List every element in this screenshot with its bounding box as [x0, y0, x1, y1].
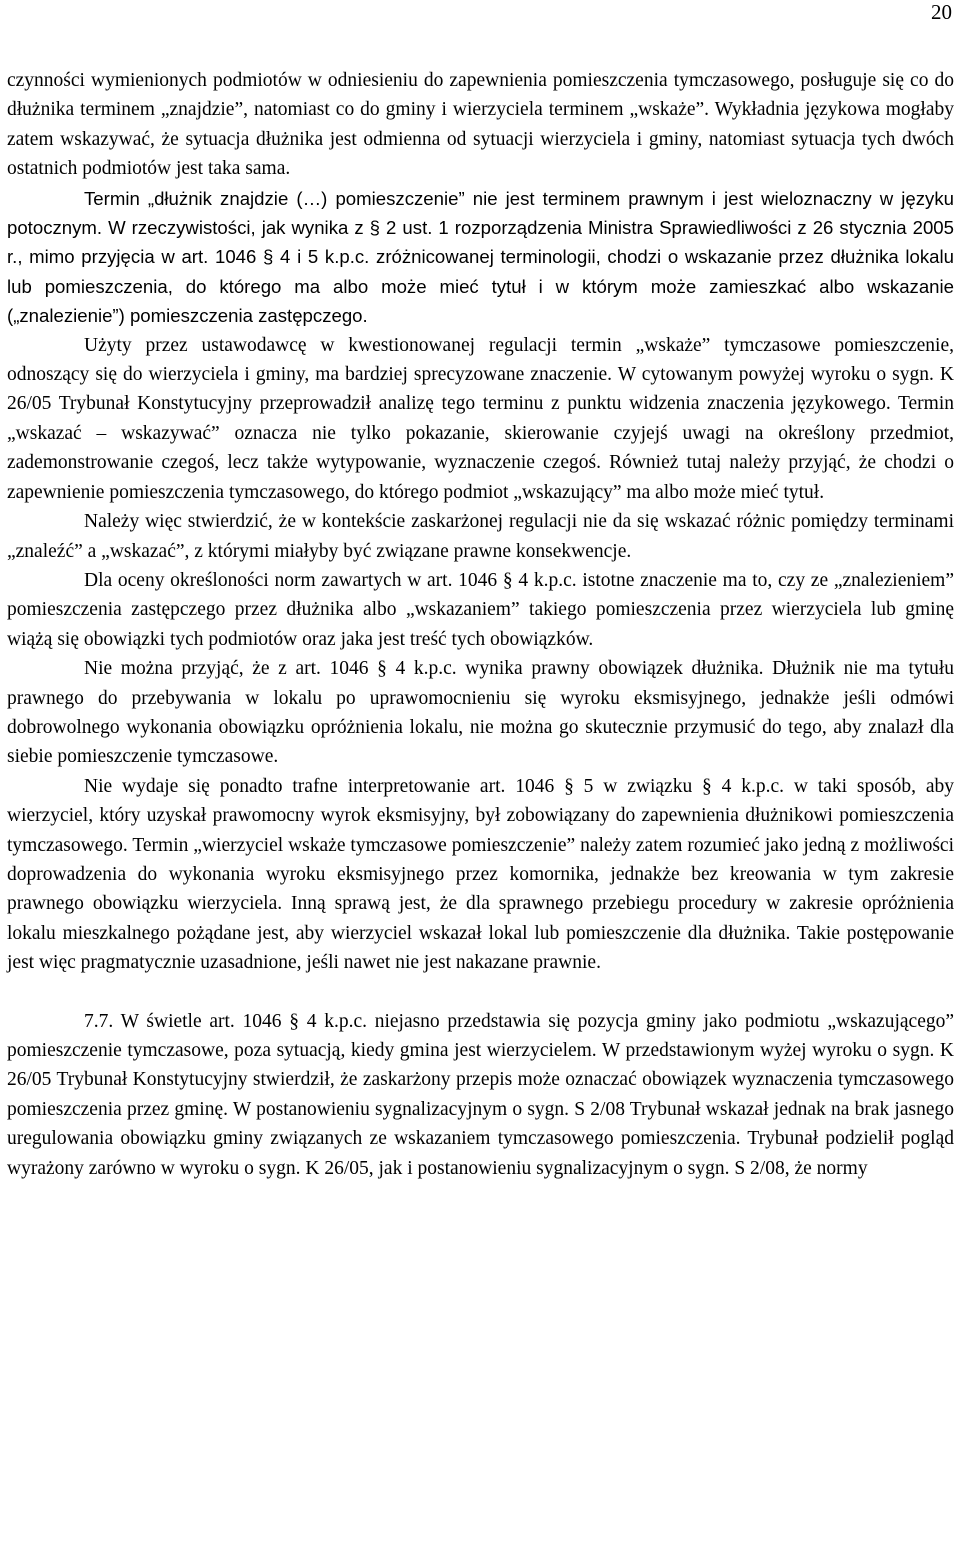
document-body: [7, 66, 954, 1183]
paragraph-section-7-7: 7.7. W świetle art. 1046 § 4 k.p.c. niejasno przedstawia się pozycja gminy jako podmiotu „wskazującego” pomieszczenie tymczasowe, poza sytuacją, kiedy gmina jest wierzycielem. W przedstawionym wyżej wyroku o sygn. K 26/05 Trybunał Konstytucyjny stwierdził, że zaskarżony przepis może oznaczać obowiązek wyznaczenia tymczasowego pomieszczenia przez gminę. W postanowieniu sygnalizacyjnym o sygn. S 2/08 Trybunał wskazał jednak na brak jasnego uregulowania obowiązku gminy związanych ze wskazaniem tymczasowego pomieszczenia. Trybunał podzielił pogląd wyrażony zarówno w wyroku o sygn. K 26/05, jak i postanowieniu sygnalizacyjnym o sygn. S 2/08, że normy: [7, 1010, 954, 1179]
paragraph-obowiazek-dluznika: Nie można przyjąć, że z art. 1046 § 4 k.p.c. wynika prawny obowiązek dłużnika. Dłużnik nie ma tytułu prawnego do przebywania w lokalu po uprawomocnieniu się wyroku eksmisyjnego, jednakże jeśli odmówi dobrowolnego wykonania obowiązku opróżnienia lokalu, nie można go skutecznie przymusić do tego, aby znalazł dla siebie pomieszczenie tymczasowe.: [7, 658, 954, 768]
paragraph-termin-dluznik: Termin „dłużnik znajdzie (…) pomieszczenie” nie jest terminem prawnym i jest wieloznaczny w języku potocznym. W rzeczywistości, jak wynika z § 2 ust. 1 rozporządzenia Ministra Sprawiedliwości z 26 stycznia 2005 r., mimo przyjęcia w art. 1046 § 4 i 5 k.p.c. zróżnicowanej terminologii, chodzi o wskazanie przez dłużnika lokalu lub pomieszczenia, do którego ma albo może mieć tytuł i w którym może zamieszkać albo wskazanie („znalezienie”) pomieszczenia zastępczego.: [7, 187, 954, 327]
paragraph-termin-wskaze: Użyty przez ustawodawcę w kwestionowanej regulacji termin „wskaże” tymczasowe pomieszczenie, odnoszący się do wierzyciela i gminy, ma bardziej sprecyzowane znaczenie. W cytowanym powyżej wyroku o sygn. K 26/05 Trybunał Konstytucyjny przeprowadził analizę tego terminu z punktu widzenia znaczenia językowego. Termin „wskazać – wskazywać” oznacza nie tylko pokazanie, skierowanie czyjejś uwagi na określony przedmiot, zademonstrowanie czegoś, lecz także wytypowanie, wyznaczenie czegoś. Również tutaj należy przyjąć, że chodzi o zapewnienie pomieszczenia tymczasowego, do którego podmiot „wskazujący” ma albo może mieć tytuł.: [7, 334, 954, 503]
paragraph-continuation: czynności wymienionych podmiotów w odniesieniu do zapewnienia pomieszczenia tymczasowego, posługuje się co do dłużnika terminem „znajdzie”, natomiast co do gminy i wierzyciela terminem „wskaże”. Wykładnia językowa mogłaby zatem wskazywać, że sytuacja dłużnika jest odmienna od sytuacji wierzyciela i gminy, natomiast sytuacja tych dwóch ostatnich podmiotów jest taka sama.: [7, 70, 954, 180]
paragraph-obowiazek-wierzyciela: Nie wydaje się ponadto trafne interpretowanie art. 1046 § 5 w związku § 4 k.p.c. w taki sposób, aby wierzyciel, który uzyskał prawomocny wyrok eksmisyjny, był zobowiązany do zapewnienia dłużnikowi pomieszczenia tymczasowego. Termin „wierzyciel wskaże tymczasowe pomieszczenie” należy zatem rozumieć jako jedną z możliwości doprowadzenia do wykonania wyroku eksmisyjnego przez komornika, jednakże bez kreowania w tym zakresie prawnego obowiązku wierzyciela. Inną sprawą jest, że dla sprawnego przebiegu procedury w zakresie opróżnienia lokalu mieszkalnego pożądane jest, aby wierzyciel wskazał lokal lub pomieszczenie dla dłużnika. Takie postępowanie jest więc pragmatycznie uzasadnione, jeśli nawet nie jest nakazane prawnie.: [7, 775, 954, 974]
paragraph-konkluzja: Należy więc stwierdzić, że w kontekście zaskarżonej regulacji nie da się wskazać różnic pomiędzy terminami „znaleźć” a „wskazać”, z którymi miałyby być związane prawne konsekwencje.: [7, 511, 954, 562]
paragraph-ocena-okreslonosci: Dla oceny określoności norm zawartych w art. 1046 § 4 k.p.c. istotne znaczenie ma to, czy ze „znalezieniem” pomieszczenia zastępczego przez dłużnika albo „wskazaniem” takiego pomieszczenia przez wierzyciela lub gminę wiążą się obowiązki tych podmiotów oraz jaka jest treść tych obowiązków.: [7, 569, 954, 650]
page-number: 20: [931, 0, 952, 24]
